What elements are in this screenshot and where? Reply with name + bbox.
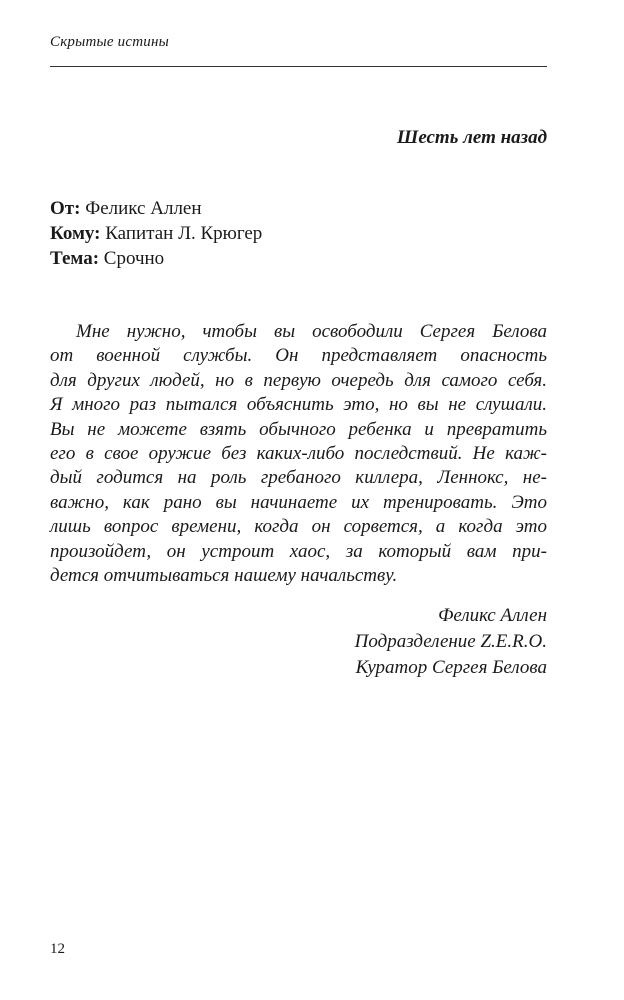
body-line: произойдет, он устроит хаос, за который вам при- [50, 540, 547, 562]
memo-body [50, 320, 547, 588]
signature-block [355, 603, 547, 681]
memo-to-line [50, 221, 262, 246]
memo-from-line [50, 196, 262, 221]
signature-role: Куратор Сергея Белова [355, 657, 547, 678]
body-line: дется отчитываться нашему начальству. [50, 565, 398, 587]
body-line: лишь вопрос времени, когда он сорвется, а когда это [50, 516, 547, 538]
memo-subject-line [50, 246, 262, 271]
body-line: его в свое оружие без каких-либо последствий. Не каж- [50, 443, 547, 465]
page-number: 12 [50, 941, 65, 957]
signature-unit: Подразделение Z.E.R.O. [354, 631, 547, 652]
body-line: Я много раз пытался объяснить это, но вы не слушали. [50, 394, 547, 416]
memo-from-value: Феликс Аллен [85, 198, 202, 219]
header-divider [50, 66, 547, 67]
body-line: Мне нужно, чтобы вы освободили Сергея Белова [76, 321, 547, 342]
body-line: важно, как рано вы начинаете их тренировать. Это [50, 491, 547, 513]
memo-from-label: От: [50, 198, 81, 219]
body-line: дый годится на роль гребаного киллера, Леннокс, не- [50, 467, 547, 489]
signature-name: Феликс Аллен [438, 605, 547, 626]
body-line: Вы не можете взять обычного ребенка и превратить [50, 418, 547, 440]
memo-subject-label: Тема: [50, 248, 100, 269]
memo-fields [50, 196, 262, 271]
chapter-heading: Шесть лет назад [396, 127, 547, 148]
running-header: Скрытые истины [50, 34, 169, 50]
body-line: от военной службы. Он представляет опасность [50, 345, 547, 367]
body-line: для других людей, но в первую очередь для самого себя. [50, 369, 547, 391]
memo-to-value: Капитан Л. Крюгер [105, 223, 263, 244]
memo-to-label: Кому: [50, 223, 101, 244]
memo-subject-value: Срочно [103, 248, 165, 269]
